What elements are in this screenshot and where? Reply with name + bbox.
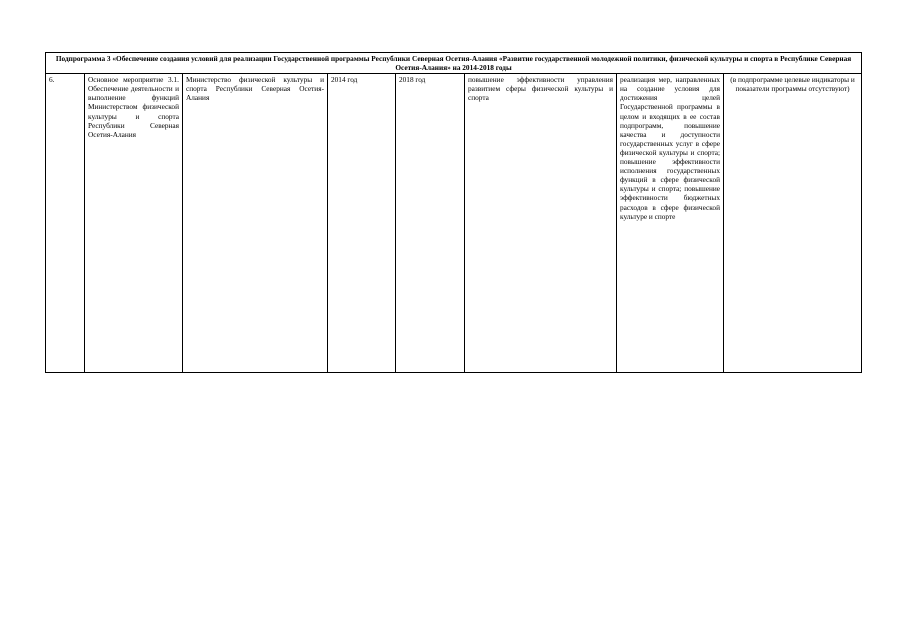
start-year-cell: 2014 год — [328, 74, 396, 373]
table-row — [46, 74, 862, 373]
activity-cell: Основное мероприятие 3.1. Обеспечение деятельности и выполнение функций Министерством физической культуры и спорта Республики Северная Осетия-Алания — [85, 74, 183, 373]
document-page — [45, 52, 861, 373]
description-cell: реализация мер, направленных на создание условия для достижения целей Государственной программы в целом и входящих в ее состав подпрограмм, повышение качества и доступности государственных услуг в сфере физической культуры и спорта; повышение эффективности исполнения государственных функций в сфере физической культуры и спорта; повышение эффективности бюджетных расходов в сфере физической культуре и спорте — [617, 74, 724, 373]
program-table — [45, 52, 862, 373]
indicators-cell: (в подпрограмме целевые индикаторы и показатели программы отсутствуют) — [724, 74, 862, 373]
subprogram-title: Подпрограмма 3 «Обеспечение создания условий для реализации Государственной программы Республики Северная Осетия-Алания «Развитие государственной молодежной политики, физической культуры и спорта в Республике Северная Осетия-Алания» на 2014-2018 годы — [46, 53, 862, 74]
subprogram-header-row — [46, 53, 862, 74]
executor-cell: Министерство физической культуры и спорта Республики Северная Осетия-Алания — [183, 74, 328, 373]
end-year-cell: 2018 год — [396, 74, 465, 373]
row-number: 6. — [46, 74, 85, 373]
result-cell: повышение эффективности управления развитием сферы физической культуры и спорта — [465, 74, 617, 373]
